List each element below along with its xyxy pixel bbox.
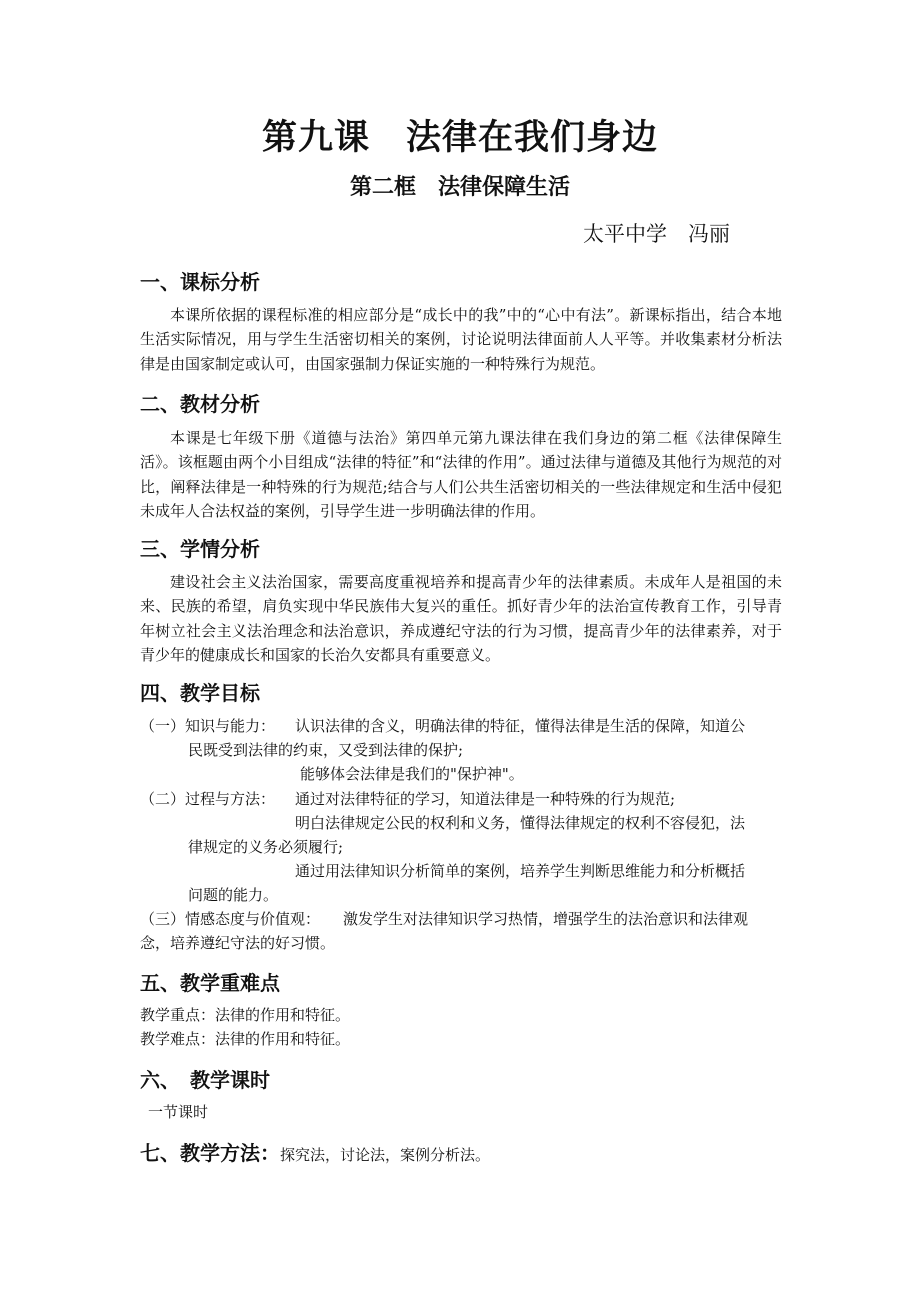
section-heading-hours: 六、 教学课时 xyxy=(140,1068,270,1092)
key-point-text: 教学重点：法律的作用和特征。 xyxy=(140,1006,351,1024)
goal3-line2: 念，培养遵纪守法的好习惯。 xyxy=(140,934,336,952)
goal2-line5: 问题的能力。 xyxy=(188,886,279,904)
section-heading-methods xyxy=(140,1137,490,1166)
goal2-line4: 通过用法律知识分析简单的案例，培养学生判断思维能力和分析概括 xyxy=(295,862,746,880)
hours-text: 一节课时 xyxy=(148,1103,209,1121)
goal2-label: （二）过程与方法： xyxy=(140,790,276,808)
section-heading-textbook: 二、教材分析 xyxy=(140,392,260,416)
author-line: 太平中学 冯丽 xyxy=(583,222,730,246)
goal2-line2: 明白法律规定公民的权利和义务，懂得法律规定的权利不容侵犯，法 xyxy=(295,814,746,832)
lesson-title: 第九课 法律在我们身边 xyxy=(261,118,658,158)
goal3-line1: 激发学生对法律知识学习热情，增强学生的法治意识和法律观 xyxy=(343,910,749,928)
goal1-line3: 能够体会法律是我们的"保护神"。 xyxy=(300,765,524,783)
goal1-label: （一）知识与能力： xyxy=(140,717,276,735)
section-text-textbook: 本课是七年级下册《道德与法治》第四单元第九课法律在我们身边的第二框《法律保障生活》。该框题由两个小目组成“法律的特征”和“法律的作用”。通过法律与道德及其他行为规范的对比，阐释法律是一种特殊的行为规范;结合与人们公共生活密切相关的一些法律规定和生活中侵犯未成年人合法权益的案例，引导学生进一步明确法律的作用。 xyxy=(140,429,782,520)
goal3-label: （三）情感态度与价值观： xyxy=(140,910,321,928)
methods-text: 探究法，讨论法，案例分析法。 xyxy=(280,1146,491,1164)
section-heading-students: 三、学情分析 xyxy=(140,537,260,561)
section-text-students: 建设社会主义法治国家，需要高度重视培养和提高青少年的法律素质。未成年人是祖国的未来、民族的希望，肩负实现中华民族伟大复兴的重任。抓好青少年的法治宣传教育工作，引导青年树立社会主义法治理念和法治意识，养成遵纪守法的行为习惯，提高青少年的法律素养，对于青少年的健康成长和国家的长治久安都具有重要意义。 xyxy=(140,573,782,664)
goal1-line2: 民既受到法律的约束，又受到法律的保护; xyxy=(188,741,464,759)
section-heading-goals: 四、教学目标 xyxy=(140,681,260,705)
lesson-subtitle: 第二框 法律保障生活 xyxy=(349,175,570,200)
difficult-point-text: 教学难点：法律的作用和特征。 xyxy=(140,1030,351,1048)
goal2-line3: 律规定的义务必须履行; xyxy=(188,838,344,856)
section-heading-key-points: 五、教学重难点 xyxy=(140,971,280,995)
goal1-line1: 认识法律的含义，明确法律的特征，懂得法律是生活的保障，知道公 xyxy=(295,717,746,735)
goal2-line1: 通过对法律特征的学习，知道法律是一种特殊的行为规范; xyxy=(295,790,676,808)
section-text-curriculum: 本课所依据的课程标准的相应部分是“成长中的我”中的“心中有法”。新课标指出，结合本地生活实际情况，用与学生生活密切相关的案例，讨论说明法律面前人人平等。并收集素材分析法律是由国家制定或认可，由国家强制力保证实施的一种特殊行为规范。 xyxy=(140,306,782,373)
methods-heading-label: 七、教学方法： xyxy=(140,1141,280,1165)
section-heading-curriculum: 一、课标分析 xyxy=(140,270,260,294)
